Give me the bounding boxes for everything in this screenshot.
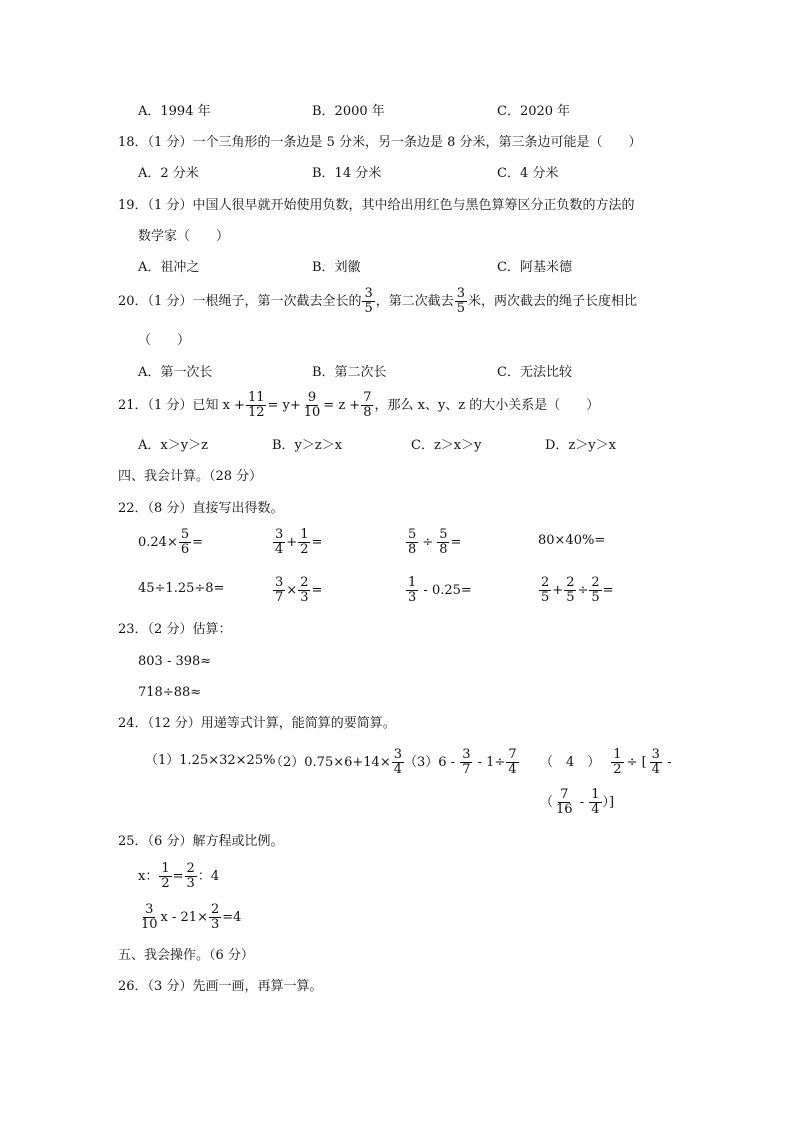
q21-text-3: = z + [323,397,361,413]
q25-e2-fraction-a [139,903,160,932]
q19-stem-line2: 数学家（ ） [138,229,230,244]
q24-expr-1: （1）1.25×32×25% [145,753,276,768]
q24-e4-prefix: （ 4 ） [540,754,601,770]
q22-e1-num: 5 [180,527,190,542]
q22-e8-suffix: = [602,582,614,598]
q24-e4-fraction-d [589,788,601,817]
q24-e4-fraction-a [611,748,623,777]
q20-frac1-den: 5 [364,301,373,316]
q25-e1a-den: 2 [161,876,170,891]
q22-e3-fraction-b [437,528,449,557]
q22-e1-den: 6 [180,542,190,557]
q22-e8c-num: 2 [591,575,600,590]
q24-e4-line2-middle: - [575,794,589,810]
q22-e8b-num: 2 [566,575,575,590]
q22-e2b-num: 1 [300,527,309,542]
q21-text-1: 21．（1 分）已知 x + [118,397,245,413]
q22-expr-6 [272,576,322,605]
q22-expr-5: 45÷1.25÷8= [138,581,225,596]
q24-e4-tail: - [662,754,672,770]
q22-e6b-num: 2 [300,575,309,590]
q25-expr-2 [138,903,241,932]
q25-stem: 25．（6 分）解方程或比例。 [118,834,284,849]
q17-option-a: A．1994 年 [138,104,211,119]
q24-expr-4-line1 [540,748,671,777]
q21-option-b: B．y＞z＞x [272,438,343,453]
q19-stem-line1: 19．（1 分）中国人很早就开始使用负数，其中给出用红色与黑色算筹区分正负数的方法的 [118,198,635,213]
q21-frac1-den: 12 [247,405,265,420]
q22-e6a-den: 7 [275,590,284,605]
q24-e3-prefix: （3）6 - [404,754,460,770]
q25-e1-fraction-b [185,862,197,891]
q21-frac3-den: 8 [363,405,372,420]
q24-e4b-num: 3 [651,747,660,762]
q22-e8b-den: 5 [566,590,575,605]
section-4-heading: 四、我会计算。（28 分） [118,469,263,484]
q24-stem: 24．（12 分）用递等式计算，能简算的要简算。 [118,716,396,731]
q21-fraction-2 [302,391,323,420]
q21-frac1-num: 11 [247,390,265,405]
q21-option-d: D．z＞y＞x [545,438,616,453]
q22-e6-suffix: = [311,582,323,598]
q22-e3-op: ÷ [422,534,434,550]
q22-e7-num: 1 [408,575,417,590]
q22-expr-1 [138,528,203,557]
q22-e6-op: × [286,582,298,598]
q22-e7-den: 3 [408,590,417,605]
q24-expr-3 [404,748,520,777]
q22-e2a-num: 3 [275,527,284,542]
section-5-heading: 五、我会操作。（6 分） [118,948,254,963]
q22-e8-op2: ÷ [577,582,589,598]
q20-option-a: A．第一次长 [138,365,213,380]
q22-e8-fraction-a [539,576,551,605]
q23-stem: 23．（2 分）估算： [118,622,232,637]
q23-expr-1: 803 - 398≈ [138,654,212,669]
q25-e2-suffix: =4 [222,909,242,925]
q22-stem: 22．（8 分）直接写出得数。 [118,501,284,516]
q20-option-c: C．无法比较 [497,365,572,380]
q24-e4-fraction-c [554,788,575,817]
q22-expr-8 [538,576,614,605]
q24-e4d-num: 1 [591,787,600,802]
q22-e2-op: + [286,534,298,550]
q22-e6a-num: 3 [275,575,284,590]
q17-option-c: C．2020 年 [497,104,571,119]
q25-e2b-num: 2 [210,902,220,917]
q18-option-a: A．2 分米 [138,166,199,181]
q25-e1-suffix: ：4 [197,868,220,884]
q22-e3a-num: 5 [408,527,417,542]
q24-e3a-den: 7 [462,762,471,777]
q25-e1-prefix: x： [138,868,159,884]
q22-e3a-den: 8 [408,542,417,557]
q24-e2-prefix: （2）0.75×6+14× [270,754,391,770]
q22-e1-suffix: = [192,534,204,550]
q20-frac2-den: 5 [456,301,466,316]
q25-expr-1 [138,862,219,891]
q22-e7-suffix: - 0.25= [419,582,472,598]
q22-e2b-den: 2 [300,542,309,557]
q24-e2-fraction [392,748,404,777]
q22-e2-fraction-b [298,528,310,557]
q24-e4c-den: 16 [556,802,573,817]
q21-fraction-3 [361,391,373,420]
q24-e4c-num: 7 [560,787,569,802]
q22-e8a-den: 5 [541,590,550,605]
q21-frac2-den: 10 [303,405,321,420]
q20-fraction-2 [455,287,467,316]
q24-e2-den: 4 [393,762,402,777]
q21-frac2-num: 9 [307,390,317,405]
q22-e8-op1: + [552,582,564,598]
q24-e4-fraction-b [650,748,662,777]
q25-e2-fraction-b [209,903,221,932]
q22-e3b-den: 8 [439,542,448,557]
q22-e8a-num: 2 [541,575,550,590]
q24-e4a-den: 2 [613,762,622,777]
q22-e1-fraction [179,528,191,557]
q20-text-2: ，第二次截去 [375,293,454,309]
q22-e6b-den: 3 [300,590,309,605]
q22-expr-7 [405,576,472,605]
q22-e1-prefix: 0.24× [138,534,178,550]
q24-e3b-den: 4 [508,762,517,777]
q25-e1a-num: 1 [161,861,170,876]
q20-option-b: B．第二次长 [312,365,387,380]
q24-e3-fraction-b [506,748,518,777]
q25-e2a-num: 3 [145,902,154,917]
q24-expr-2 [270,748,405,777]
q21-text-4: ，那么 x、y、z 的大小关系是（ ） [374,397,600,413]
q18-option-b: B．14 分米 [312,166,382,181]
q25-e1-fraction-a [159,862,171,891]
q20-frac2-num: 3 [456,286,466,301]
q22-e6-fraction-a [273,576,285,605]
q25-e1b-den: 3 [186,876,195,891]
q21-option-c: C．z＞x＞y [411,438,482,453]
q18-option-c: C．4 分米 [497,166,559,181]
q26-stem: 26．（3 分）先画一画，再算一算。 [118,979,323,994]
q24-e4a-num: 1 [613,747,622,762]
q20-stem [118,287,637,316]
q20-frac1-num: 3 [364,286,373,301]
q17-option-b: B．2000 年 [312,104,385,119]
q20-fraction-1 [362,287,374,316]
q23-expr-2: 718÷88≈ [138,685,202,700]
q24-e4-line2-prefix: （ [540,794,554,810]
q19-option-b: B．刘徽 [312,260,361,275]
q22-e6-fraction-b [298,576,310,605]
q20-text-1: 20．（1 分）一根绳子，第一次截去全长的 [118,293,362,309]
q18-stem: 18．（1 分）一个三角形的一条边是 5 分米，另一条边是 8 分米，第三条边可能是（ ） [118,135,642,150]
q22-e2-fraction-a [273,528,285,557]
q22-e3b-num: 5 [439,527,448,542]
q21-frac3-num: 7 [363,390,372,405]
q24-e3b-num: 7 [508,747,517,762]
q24-e3a-num: 3 [462,747,471,762]
q25-e2b-den: 3 [210,917,220,932]
q19-option-c: C．阿基米德 [497,260,572,275]
q25-e2a-den: 10 [141,917,158,932]
q20-text-3: 米，两次截去的绳子长度相比 [468,293,638,309]
q21-stem [118,391,599,420]
q21-text-2: = y+ [267,397,301,413]
q22-e7-fraction [406,576,418,605]
q22-e8-fraction-c [589,576,601,605]
q22-expr-2 [272,528,322,557]
q24-e4d-den: 4 [591,802,600,817]
q22-e8-fraction-b [564,576,576,605]
q25-e1b-num: 2 [186,861,195,876]
q19-option-a: A．祖冲之 [138,260,200,275]
q24-e4-middle: ÷ [ [626,754,647,770]
q24-e2-num: 3 [393,747,402,762]
q24-e4-line2-suffix: ）] [602,794,615,810]
q22-e2a-den: 4 [275,542,284,557]
q24-e4b-den: 4 [651,762,660,777]
q25-e2-middle: x - 21× [160,909,208,925]
q24-e3-middle: - 1÷ [473,754,506,770]
q22-e8c-den: 5 [591,590,600,605]
q22-e2-suffix: = [311,534,323,550]
q21-option-a: A．x＞y＞z [138,438,208,453]
q24-e3-fraction-a [460,748,472,777]
q21-fraction-1 [246,391,267,420]
q22-e3-suffix: = [450,534,462,550]
q22-e3-fraction-a [406,528,418,557]
q25-e1-middle: = [172,868,184,884]
q22-expr-4: 80×40%= [538,533,606,548]
q20-answer-paren: （ ） [138,333,191,348]
q24-expr-4-line2 [540,788,614,817]
q22-expr-3 [405,528,461,557]
